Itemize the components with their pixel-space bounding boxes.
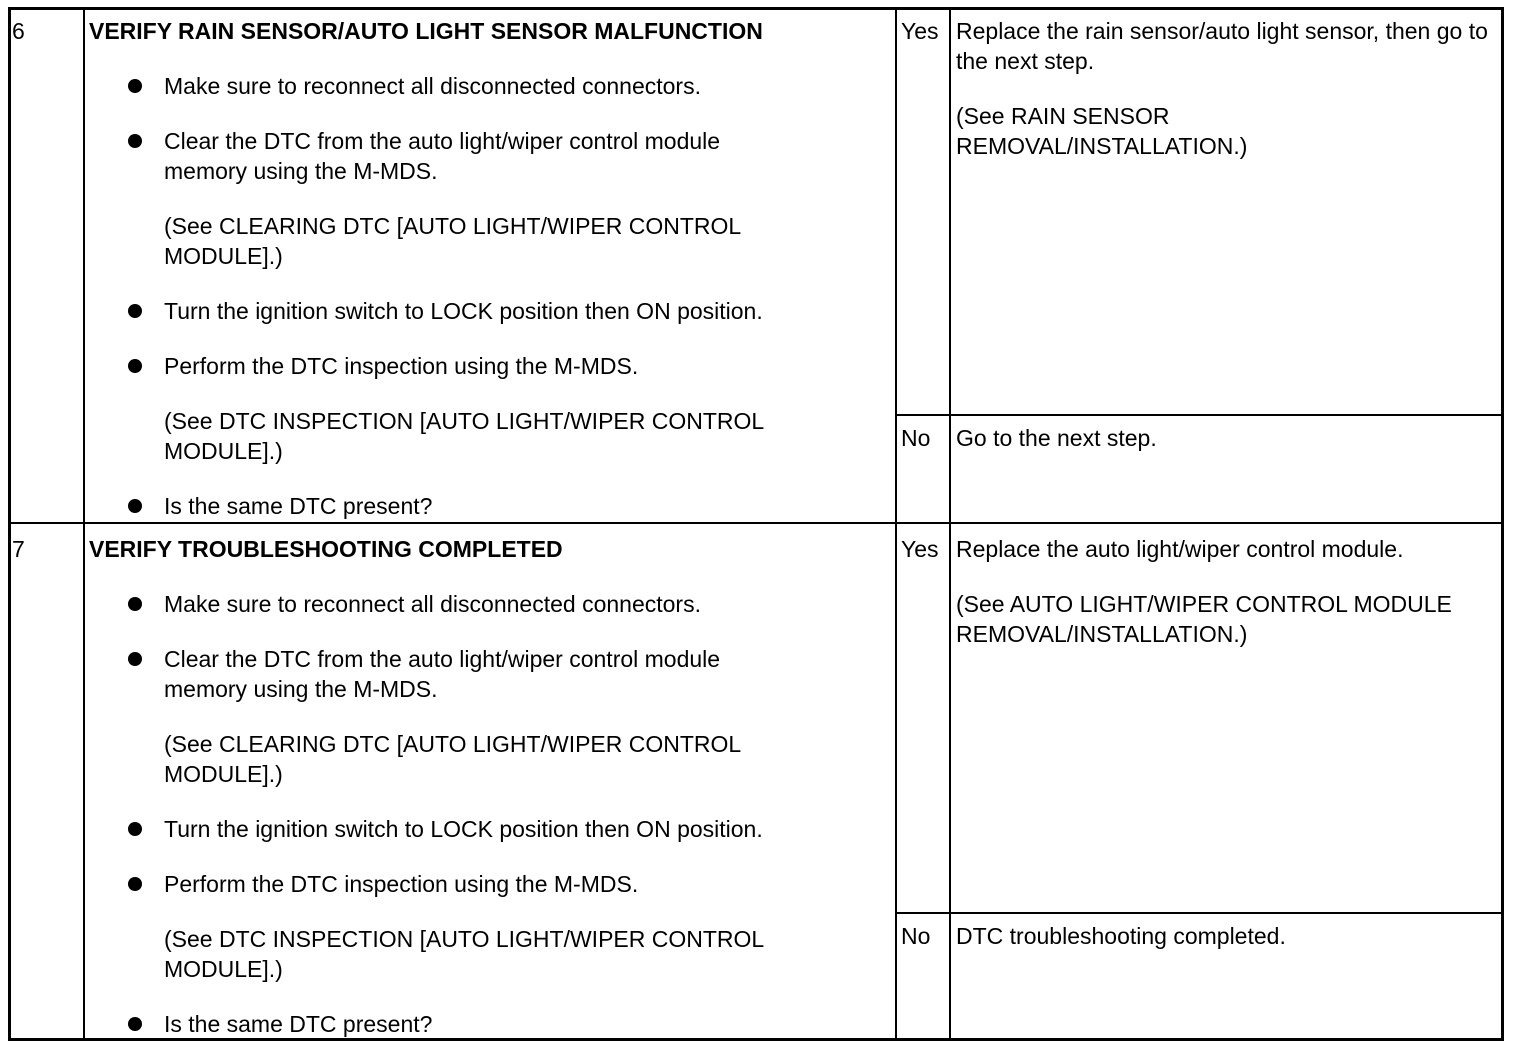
bullet-icon [128,134,142,148]
step-action-cell [89,16,879,521]
list-item: Turn the ignition switch to LOCK position then ON position. [164,296,879,326]
step-heading: VERIFY TROUBLESHOOTING COMPLETED [89,536,563,562]
troubleshooting-table [8,7,1504,1041]
step-items [164,71,879,521]
result-text: Go to the next step. [956,425,1157,451]
bullet-icon [128,1017,142,1031]
column-divider-step [83,10,85,1038]
list-item: Is the same DTC present? [164,491,879,521]
no-label: No [901,923,931,949]
list-item: Perform the DTC inspection using the M-MDS. [164,869,879,899]
yes-result-cell [956,16,1496,161]
yes-no-divider-2 [895,912,1501,914]
step-number: 6 [12,18,25,44]
no-result-cell [956,921,1496,951]
bullet-icon [128,822,142,836]
list-item: Make sure to reconnect all disconnected connectors. [164,71,879,101]
list-item: Perform the DTC inspection using the M-MDS. [164,351,879,381]
reference-text: (See AUTO LIGHT/WIPER CONTROL MODULE REMOVAL/INSTALLATION.) [956,591,1452,647]
no-label: No [901,425,931,451]
bullet-icon [128,304,142,318]
reference-text: (See RAIN SENSOR REMOVAL/INSTALLATION.) [956,103,1248,159]
step-items [164,589,879,1039]
list-item: (See CLEARING DTC [AUTO LIGHT/WIPER CONTROL MODULE].) [164,731,741,787]
list-item: Clear the DTC from the auto light/wiper control module memory using the M-MDS. [164,644,804,704]
column-divider-result [949,10,951,1038]
list-item: Make sure to reconnect all disconnected connectors. [164,589,879,619]
column-divider-action [895,10,897,1038]
bullet-icon [128,79,142,93]
list-item: (See DTC INSPECTION [AUTO LIGHT/WIPER CONTROL MODULE].) [164,926,764,982]
list-item: (See DTC INSPECTION [AUTO LIGHT/WIPER CONTROL MODULE].) [164,408,764,464]
yes-no-divider-1 [895,414,1501,416]
yes-result-cell [956,534,1501,649]
list-item: Turn the ignition switch to LOCK position then ON position. [164,814,879,844]
step-action-cell [89,534,879,1039]
bullet-icon [128,652,142,666]
bullet-icon [128,877,142,891]
step-number: 7 [12,536,25,562]
result-text: Replace the rain sensor/auto light sensor, then go to the next step. [956,18,1488,74]
yes-label: Yes [901,536,939,562]
result-text: DTC troubleshooting completed. [956,923,1286,949]
result-text: Replace the auto light/wiper control module. [956,536,1404,562]
list-item: Is the same DTC present? [164,1009,879,1039]
bullet-icon [128,499,142,513]
bullet-icon [128,597,142,611]
step-heading: VERIFY RAIN SENSOR/AUTO LIGHT SENSOR MALFUNCTION [89,18,763,44]
no-result-cell [956,423,1496,453]
yes-label: Yes [901,18,939,44]
row-divider [11,522,1501,524]
list-item: Clear the DTC from the auto light/wiper control module memory using the M-MDS. [164,126,804,186]
bullet-icon [128,359,142,373]
list-item: (See CLEARING DTC [AUTO LIGHT/WIPER CONTROL MODULE].) [164,213,741,269]
